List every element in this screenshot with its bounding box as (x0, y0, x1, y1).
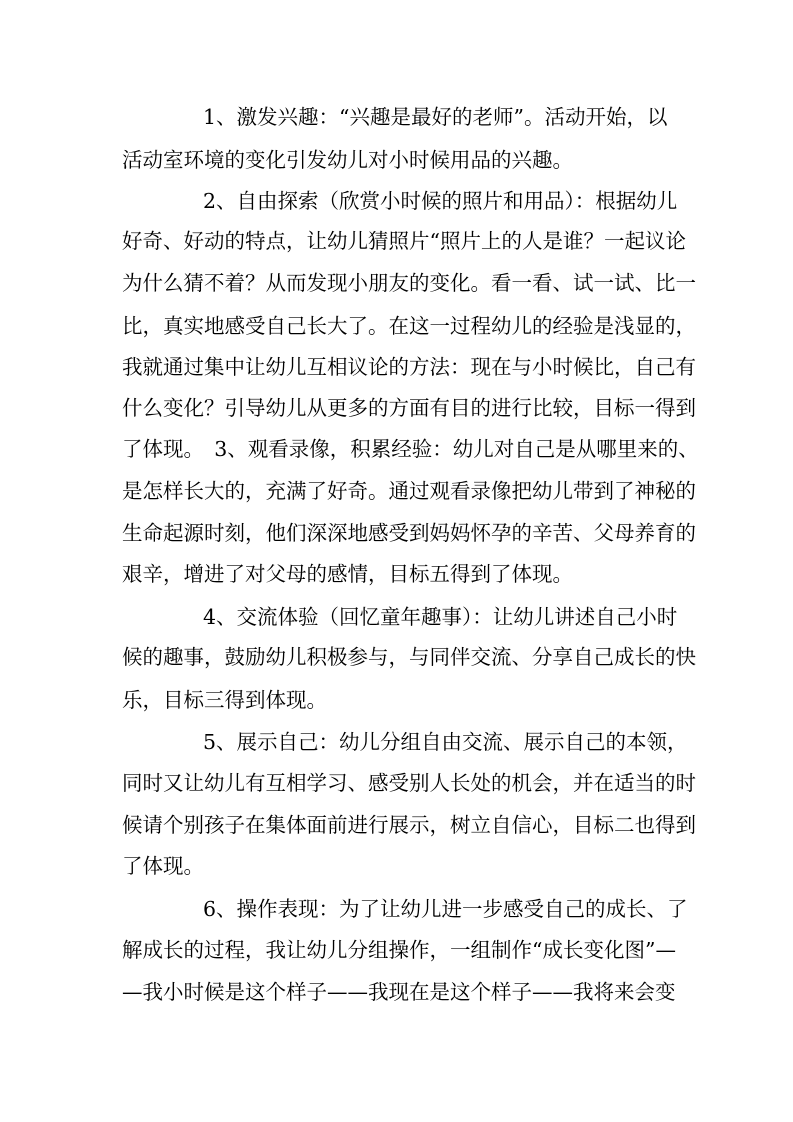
paragraph-1-line-1: 1、激发兴趣：“兴趣是最好的老师”。活动开始，以 (203, 105, 668, 129)
paragraph-2-line-9: 生命起源时刻，他们深深地感受到妈妈怀孕的辛苦、父母养育的 (122, 521, 696, 545)
paragraph-5-line-2: 解成长的过程，我让幼儿分组操作，一组制作“成长变化图”— (122, 938, 676, 962)
paragraph-2-line-5: 我就通过集中让幼儿互相议论的方法：现在与小时候比，自己有 (122, 355, 696, 379)
paragraph-4-line-4: 了体现。 (122, 854, 204, 878)
paragraph-4-line-1: 5、展示自己：幼儿分组自由交流、展示自己的本领， (203, 730, 688, 754)
paragraph-2-line-6: 什么变化？引导幼儿从更多的方面有目的进行比较，目标一得到 (122, 396, 696, 420)
paragraph-5-line-3: —我小时候是这个样子——我现在是这个样子——我将来会变 (122, 980, 676, 1004)
paragraph-4-line-3: 候请个别孩子在集体面前进行展示，树立自信心，目标二也得到 (122, 813, 696, 837)
paragraph-3-line-2: 候的趣事，鼓励幼儿积极参与，与同伴交流、分享自己成长的快 (122, 645, 696, 669)
paragraph-2-line-4: 比，真实地感受自己长大了。在这一过程幼儿的经验是浅显的， (122, 314, 696, 338)
paragraph-5-line-1: 6、操作表现：为了让幼儿进一步感受自己的成长、了 (203, 897, 688, 921)
paragraph-3-line-1: 4、交流体验（回忆童年趣事）：让幼儿讲述自己小时 (203, 605, 678, 629)
paragraph-4-line-2: 同时又让幼儿有互相学习、感受别人长处的机会，并在适当的时 (122, 771, 696, 795)
paragraph-2-line-1: 2、自由探索（欣赏小时候的照片和用品）：根据幼儿 (203, 189, 678, 213)
paragraph-2-line-10: 艰辛，增进了对父母的感情，目标五得到了体现。 (122, 562, 573, 586)
paragraph-2-line-2: 好奇、好动的特点，让幼儿猜照片“照片上的人是谁？一起议论 (122, 229, 686, 253)
paragraph-1-line-2: 活动室环境的变化引发幼儿对小时候用品的兴趣。 (122, 148, 573, 172)
paragraph-2-line-3: 为什么猜不着？从而发现小朋友的变化。看一看、试一试、比一 (122, 271, 696, 295)
paragraph-2-line-7: 了体现。 3、观看录像，积累经验：幼儿对自己是从哪里来的、 (122, 437, 699, 461)
paragraph-3-line-3: 乐，目标三得到体现。 (122, 688, 327, 712)
paragraph-2-line-8: 是怎样长大的，充满了好奇。通过观看录像把幼儿带到了神秘的 (122, 479, 696, 503)
